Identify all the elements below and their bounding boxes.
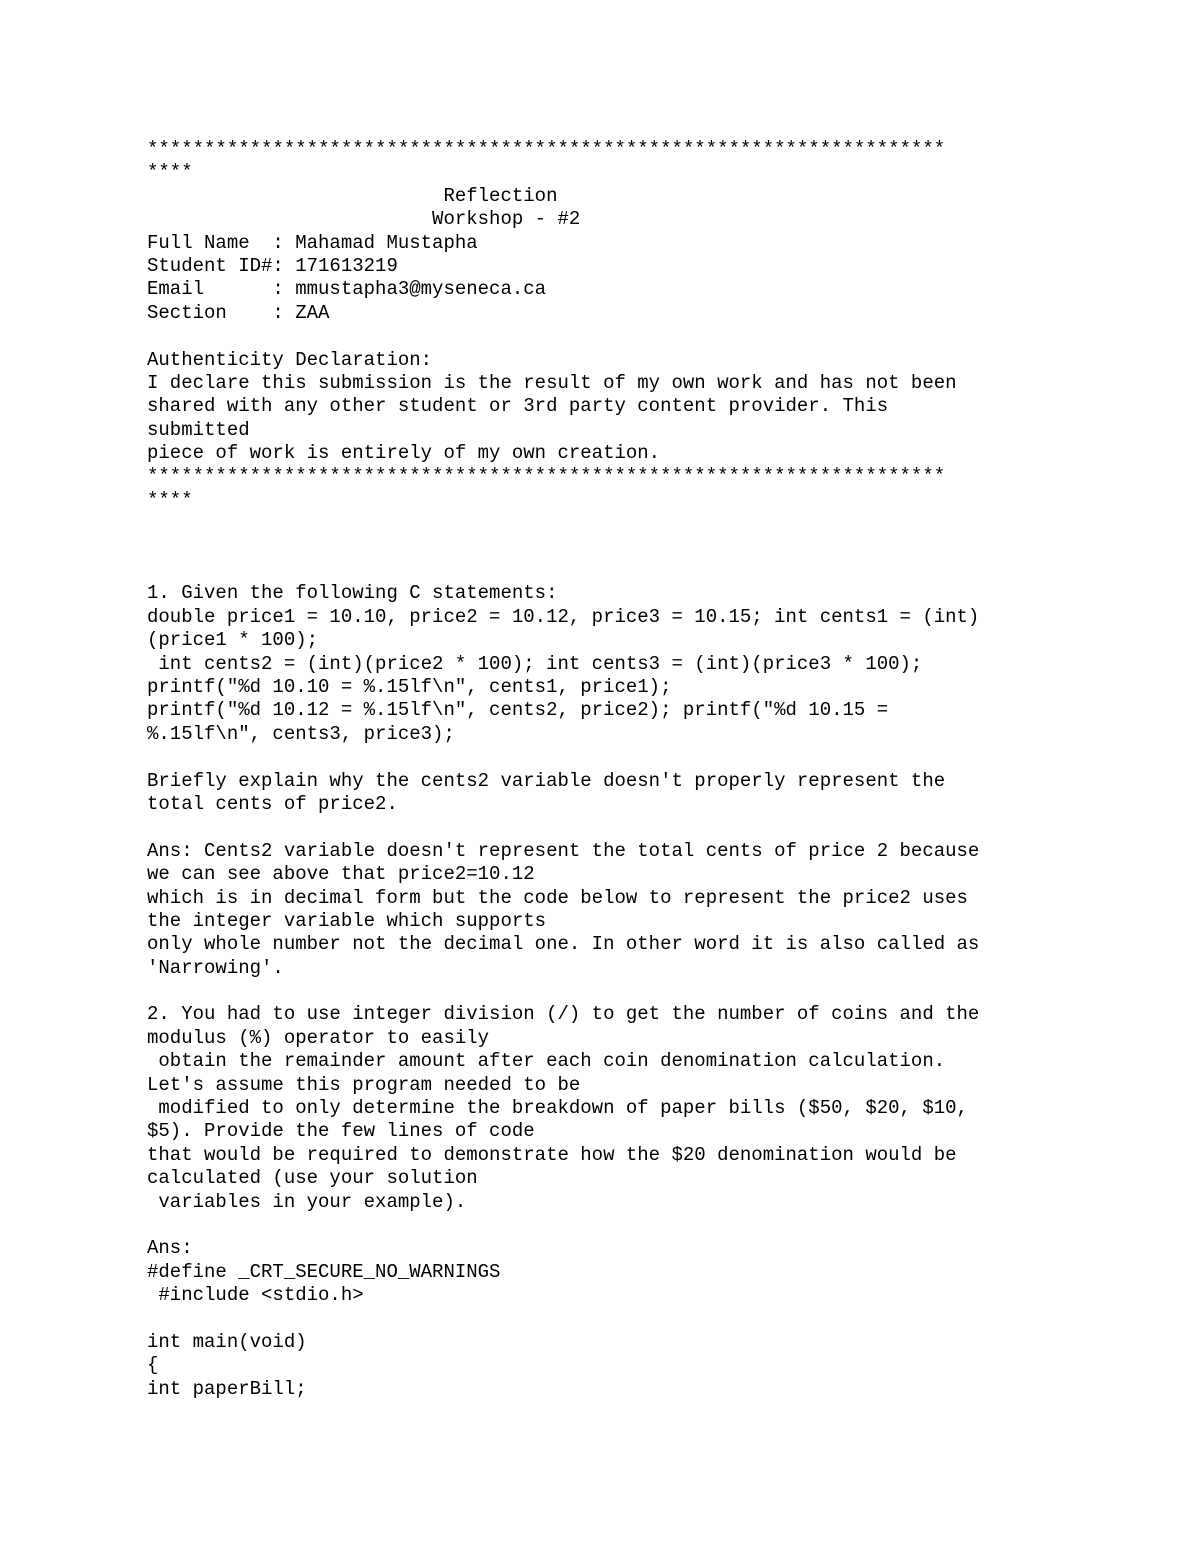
- code-line: int main(void): [147, 1330, 307, 1353]
- declaration-heading: Authenticity Declaration:: [147, 348, 433, 371]
- declaration-text: I declare this submission is the result of my own work and has not been: [147, 371, 957, 394]
- answer-1-text: we can see above that price2=10.12: [147, 863, 535, 886]
- answer-1-text: Ans: Cents2 variable doesn't represent the total cents of price 2 because: [147, 839, 980, 862]
- separator-line: ****: [147, 488, 193, 511]
- answer-1-text: which is in decimal form but the code below to represent the price2 uses: [147, 886, 968, 909]
- question-2-text: 2. You had to use integer division (/) to get the number of coins and the: [147, 1003, 980, 1026]
- blank-line: [147, 746, 1157, 769]
- code-line: double price1 = 10.10, price2 = 10.12, price3 = 10.15; int cents1 = (int): [147, 605, 980, 628]
- blank-line: [147, 1308, 1157, 1331]
- blank-line: [147, 325, 1157, 348]
- separator-line: ****: [147, 161, 193, 184]
- code-line: #define _CRT_SECURE_NO_WARNINGS: [147, 1260, 501, 1283]
- blank-line: [147, 536, 1157, 559]
- code-line: printf("%d 10.10 = %.15lf\n", cents1, price1);: [147, 675, 672, 698]
- code-line: %.15lf\n", cents3, price3);: [147, 722, 455, 745]
- answer-1-text: the integer variable which supports: [147, 909, 547, 932]
- blank-line: [147, 980, 1157, 1003]
- question-2-text: Let's assume this program needed to be: [147, 1073, 581, 1096]
- section-line: Section : ZAA: [147, 301, 330, 324]
- answer-1-text: 'Narrowing'.: [147, 956, 284, 979]
- question-2-text: modified to only determine the breakdown of paper bills ($50, $20, $10,: [147, 1097, 968, 1120]
- question-1-text: total cents of price2.: [147, 792, 398, 815]
- answer-2-label: Ans:: [147, 1237, 193, 1260]
- document-title: Reflection: [147, 184, 558, 207]
- blank-line: [147, 559, 1157, 582]
- question-2-text: modulus (%) operator to easily: [147, 1026, 490, 1049]
- code-line: int cents2 = (int)(price2 * 100); int cents3 = (int)(price3 * 100);: [147, 652, 923, 675]
- blank-line: [147, 816, 1157, 839]
- code-line: printf("%d 10.12 = %.15lf\n", cents2, price2); printf("%d 10.15 =: [147, 699, 889, 722]
- separator-line: **********************************************************************: [147, 138, 946, 160]
- code-line: (price1 * 100);: [147, 629, 319, 652]
- declaration-text: submitted: [147, 418, 250, 441]
- code-line: #include <stdio.h>: [147, 1284, 364, 1307]
- blank-line: [147, 512, 1157, 535]
- student-id-line: Student ID#: 171613219: [147, 254, 398, 277]
- question-2-text: variables in your example).: [147, 1190, 467, 1213]
- question-2-text: $5). Provide the few lines of code: [147, 1120, 535, 1143]
- document-body: [147, 138, 1157, 1401]
- code-line: int paperBill;: [147, 1377, 307, 1400]
- full-name-line: Full Name : Mahamad Mustapha: [147, 231, 478, 254]
- separator-line: **********************************************************************: [147, 465, 946, 488]
- document-subtitle: Workshop - #2: [147, 208, 581, 231]
- blank-line: [147, 1214, 1157, 1237]
- declaration-text: piece of work is entirely of my own creation.: [147, 442, 661, 465]
- declaration-text: shared with any other student or 3rd party content provider. This: [147, 395, 889, 418]
- code-line: {: [147, 1354, 159, 1377]
- answer-1-text: only whole number not the decimal one. In other word it is also called as: [147, 933, 980, 956]
- question-1-text: Briefly explain why the cents2 variable doesn't properly represent the: [147, 769, 946, 792]
- question-2-text: that would be required to demonstrate how the $20 denomination would be: [147, 1143, 957, 1166]
- email-line: Email : mmustapha3@myseneca.ca: [147, 278, 547, 301]
- question-1-text: 1. Given the following C statements:: [147, 582, 558, 605]
- question-2-text: obtain the remainder amount after each coin denomination calculation.: [147, 1050, 946, 1073]
- question-2-text: calculated (use your solution: [147, 1167, 478, 1190]
